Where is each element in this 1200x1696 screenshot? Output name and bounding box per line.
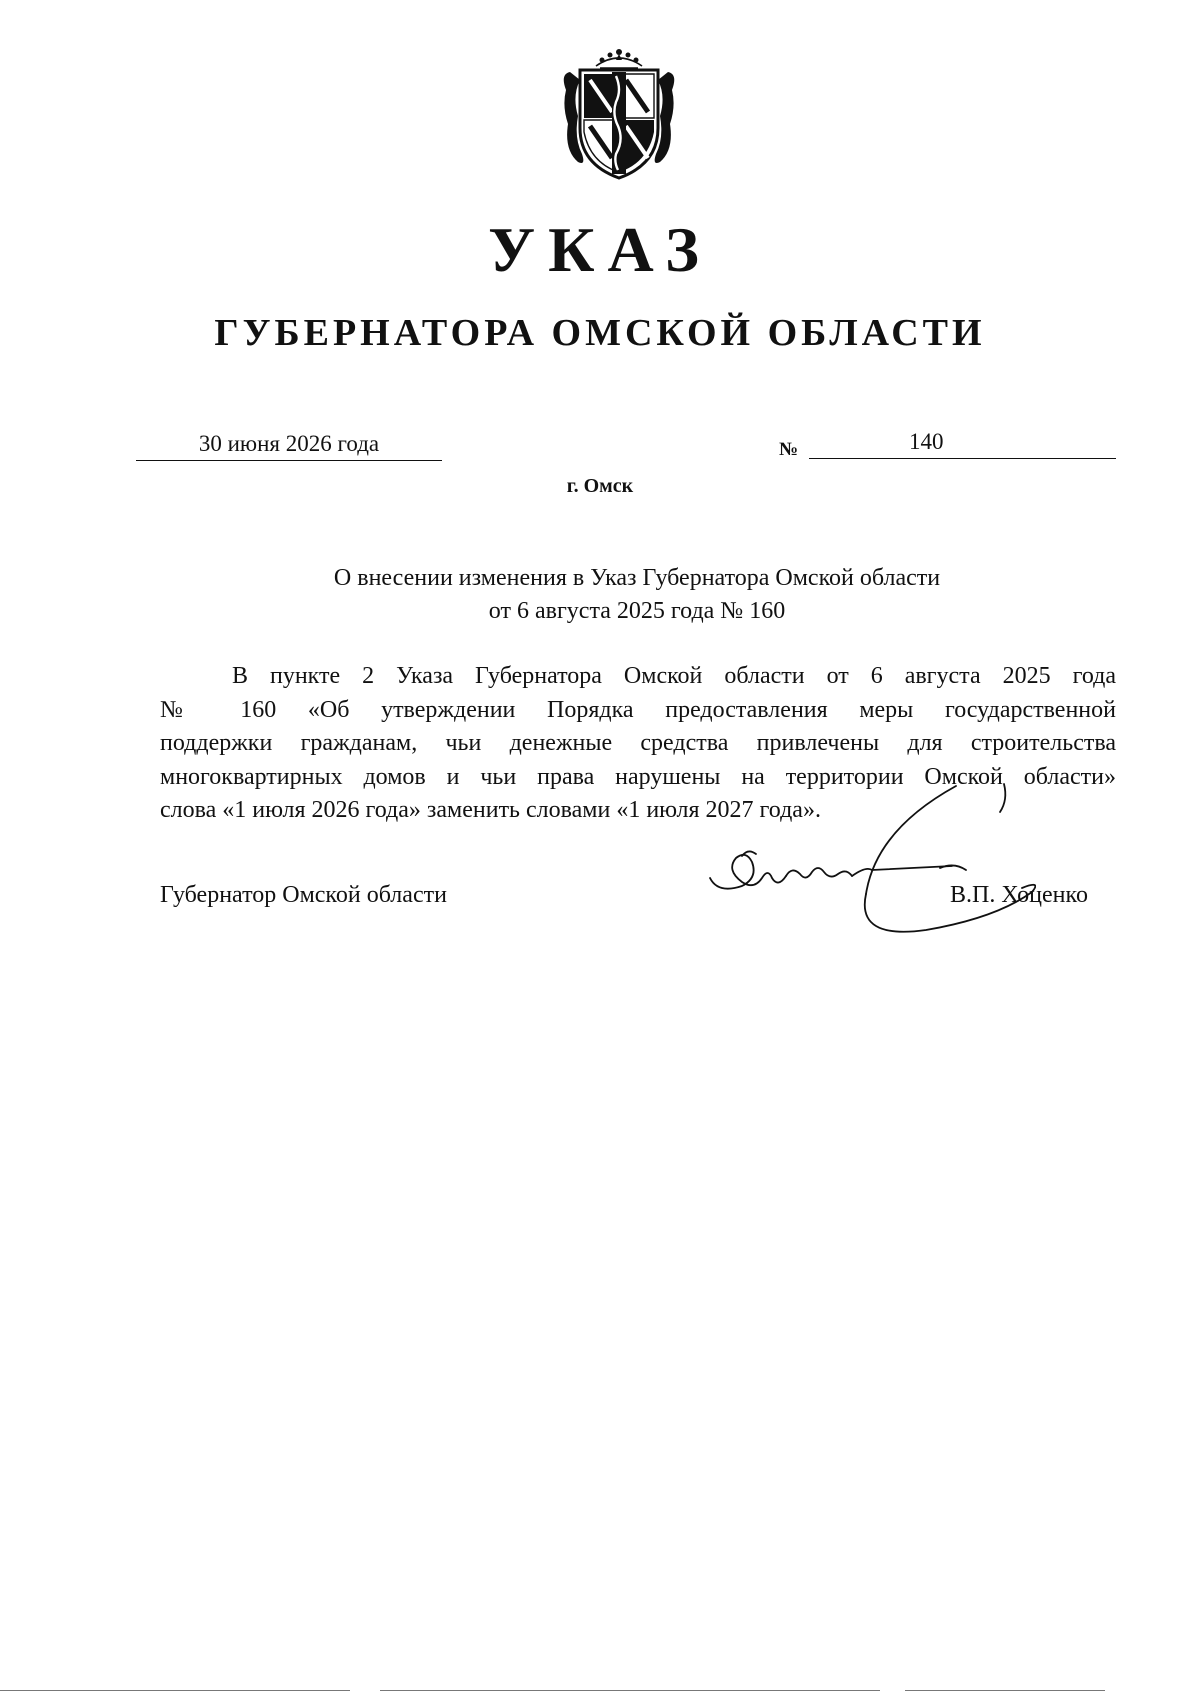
subject-line: от 6 августа 2025 года № 160 xyxy=(488,598,786,624)
body-line: В пункте 2 Указа Губернатора Омской области от 6 августа 2025 года xyxy=(232,663,1116,689)
document-subtitle: ГУБЕРНАТОРА ОМСКОЙ ОБЛАСТИ xyxy=(214,312,986,354)
body-line: № 160 «Об утверждении Порядка предоставления меры государственной xyxy=(160,696,1116,723)
document-date: 30 июня 2026 года xyxy=(136,428,442,461)
body-line: слова «1 июля 2026 года» заменить словами «1 июля 2027 года». xyxy=(160,797,821,823)
document-number: 140 xyxy=(909,429,944,454)
document-city: г. Омск xyxy=(566,475,634,497)
signatory-name: В.П. Хоценко xyxy=(950,882,1088,908)
subject-line: О внесении изменения в Указ Губернатора Омской области xyxy=(333,565,941,591)
scan-edge-line xyxy=(380,1690,880,1691)
signatory-position: Губернатор Омской области xyxy=(160,882,447,908)
coat-of-arms-icon xyxy=(556,46,682,184)
document-title: УКАЗ xyxy=(488,214,712,285)
document-number-label: № xyxy=(779,439,799,460)
scan-edge-line xyxy=(905,1690,1105,1691)
scan-edge-line xyxy=(0,1690,350,1691)
signature-icon xyxy=(696,770,1036,970)
body-line: поддержки гражданам, чьи денежные средства привлечены для строительства xyxy=(160,730,1116,756)
document-number-field xyxy=(809,426,1116,459)
document-subject xyxy=(0,562,1200,628)
body-line: многоквартирных домов и чьи права нарушены на территории Омской области» xyxy=(160,763,1116,790)
